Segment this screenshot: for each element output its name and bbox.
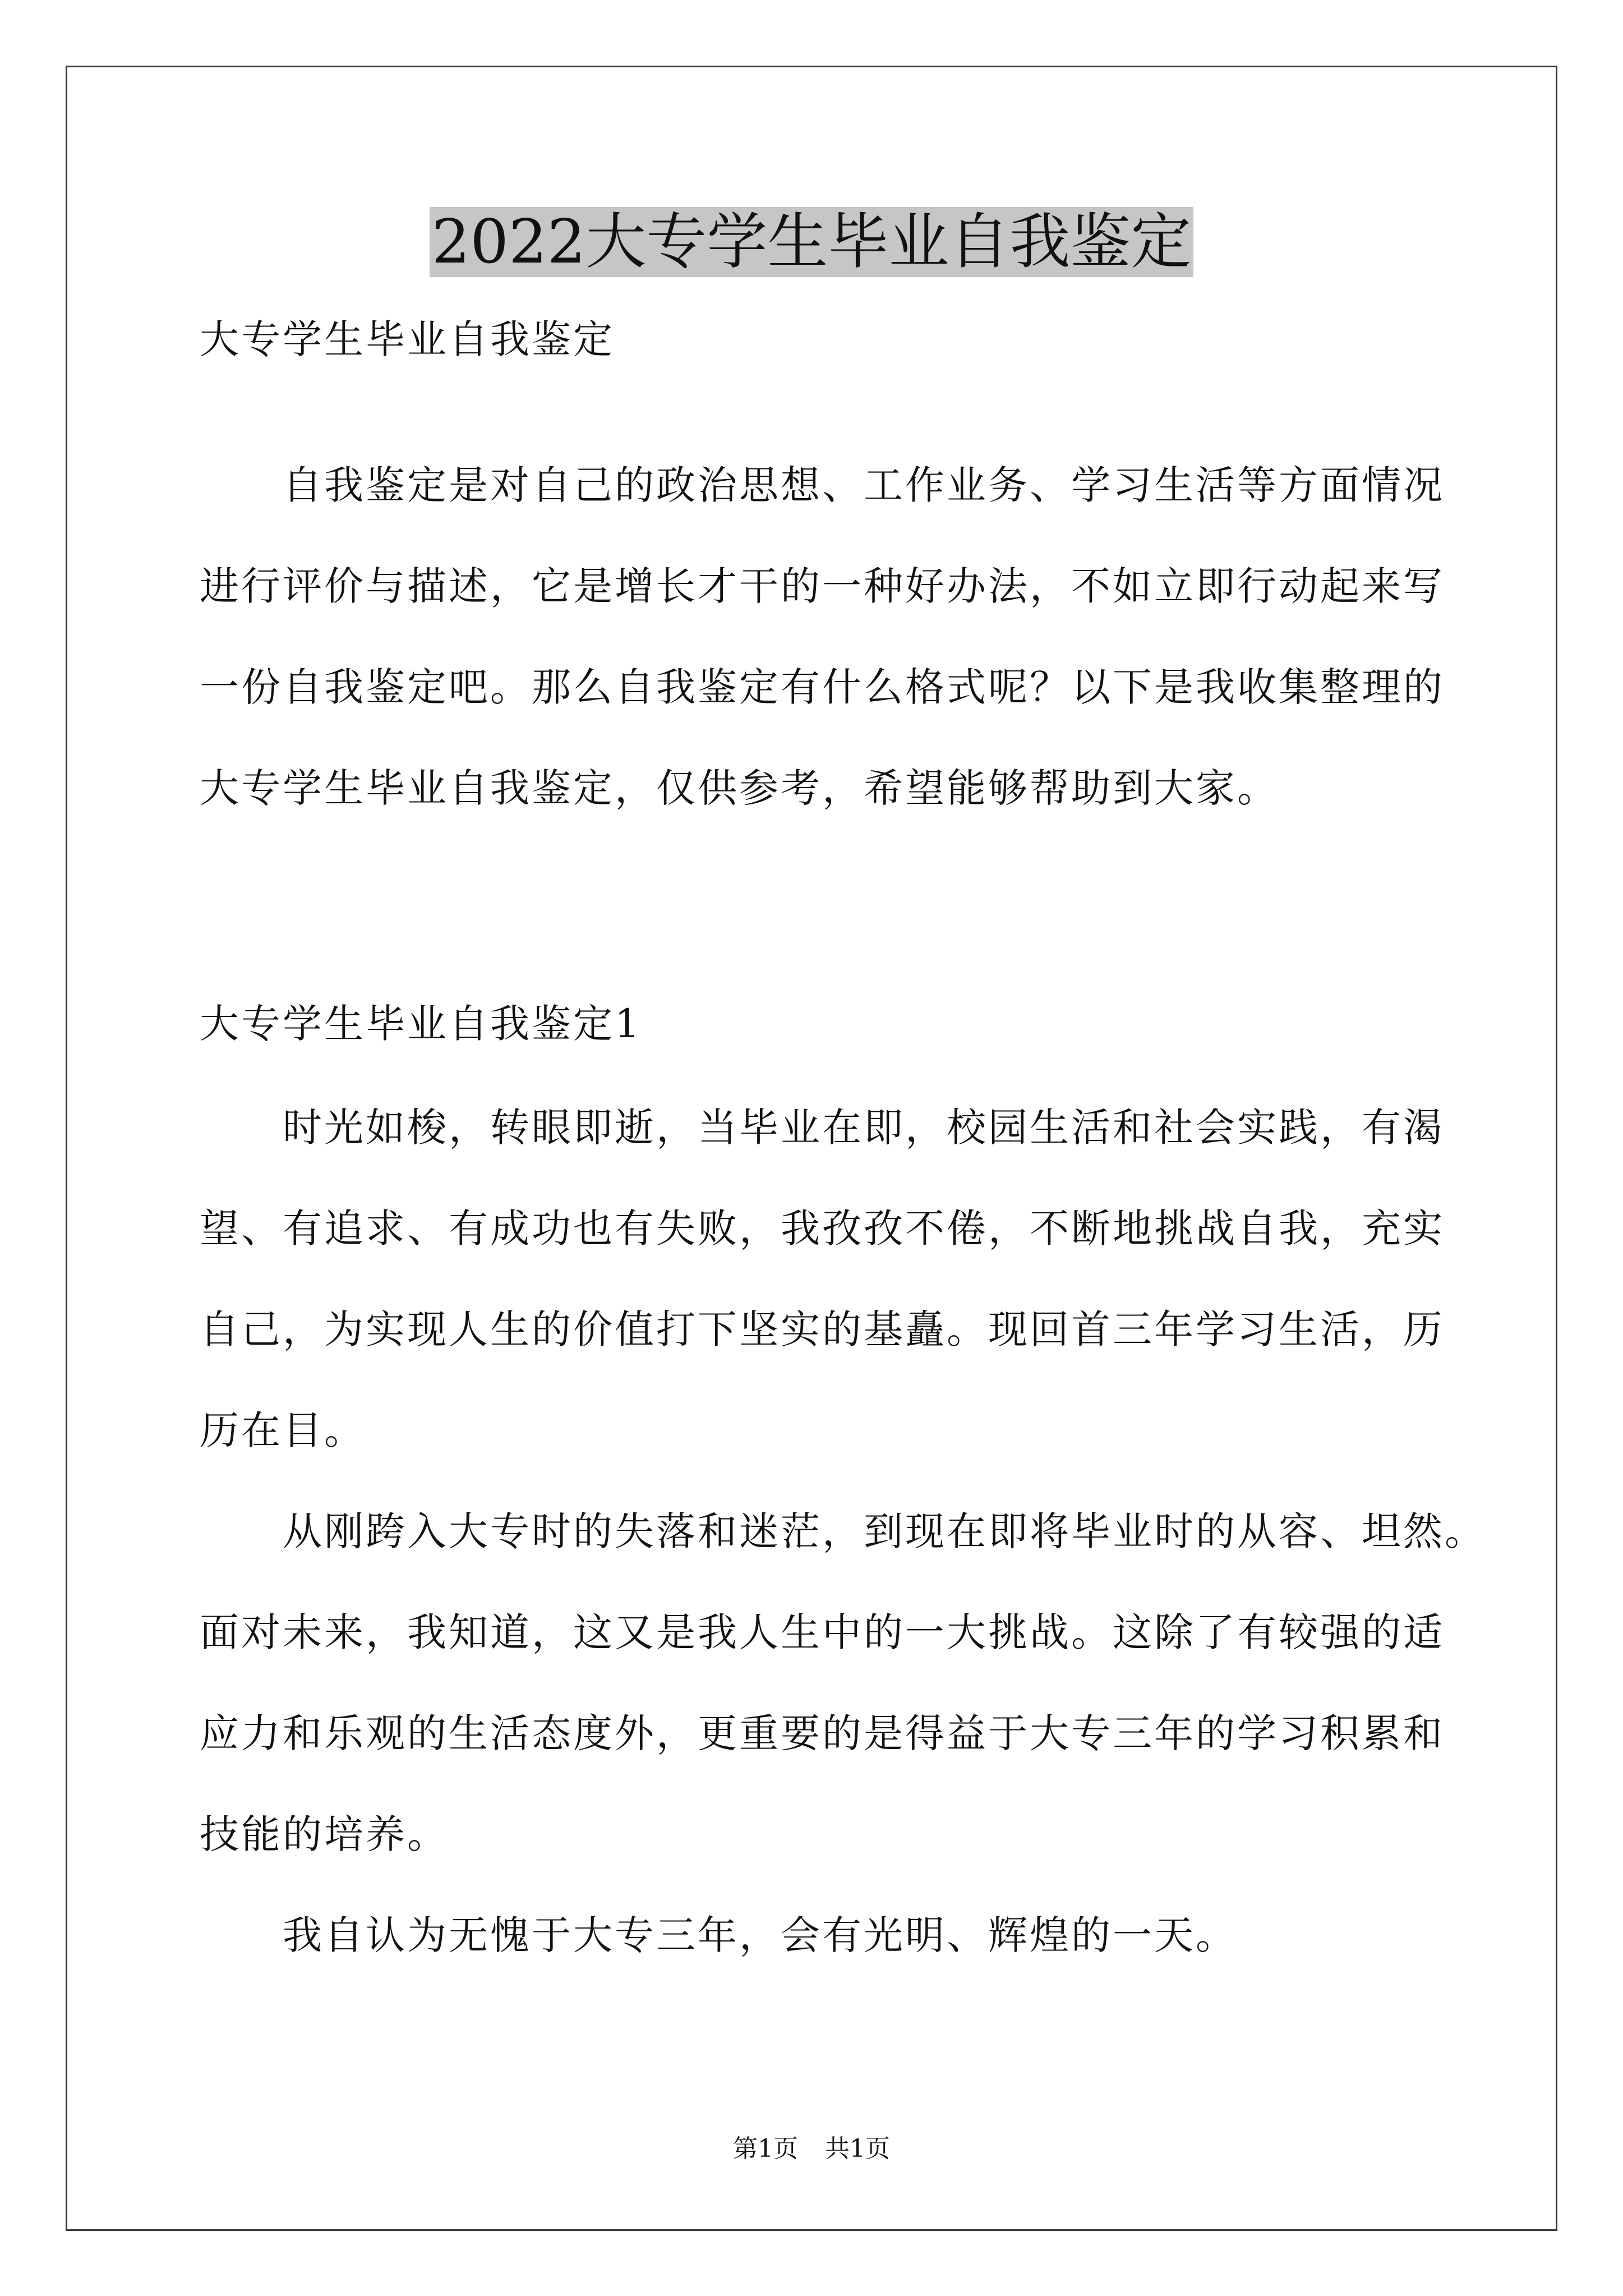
- paragraph-line: 一份自我鉴定吧。那么自我鉴定有什么格式呢？以下是我收集整理的: [200, 664, 1445, 710]
- paragraph-line: 我自认为无愧于大专三年，会有光明、辉煌的一天。: [283, 1912, 1237, 1958]
- paragraph-line: 自我鉴定是对自己的政治思想、工作业务、学习生活等方面情况: [283, 462, 1445, 508]
- section1-paragraph-2: [200, 1503, 1490, 1862]
- intro-paragraph: [200, 457, 1490, 816]
- document-title-text: 2022大专学生毕业自我鉴定: [430, 207, 1194, 277]
- paragraph-line: 时光如梭，转眼即逝，当毕业在即，校园生活和社会实践，有渴: [283, 1105, 1445, 1151]
- page-number: 第1页: [733, 2134, 798, 2163]
- paragraph-line: 历在目。: [200, 1407, 366, 1453]
- paragraph-line: 进行评价与描述，它是增长才干的一种好办法，不如立即行动起来写: [200, 563, 1445, 609]
- section-heading-text: 大专学生毕业自我鉴定1: [200, 1001, 642, 1047]
- subtitle: [200, 311, 1490, 367]
- page-footer: [0, 2132, 1623, 2166]
- paragraph-line: 技能的培养。: [200, 1811, 449, 1857]
- document-title: [0, 203, 1623, 282]
- section1-paragraph-3: [200, 1907, 1490, 1963]
- paragraph-line: 从刚跨入大专时的失落和迷茫，到现在即将毕业时的从容、坦然。: [283, 1508, 1486, 1554]
- paragraph-line: 面对未来，我知道，这又是我人生中的一大挑战。这除了有较强的适: [200, 1609, 1445, 1655]
- subtitle-text: 大专学生毕业自我鉴定: [200, 316, 615, 362]
- section1-paragraph-1: [200, 1099, 1490, 1458]
- paragraph-line: 望、有追求、有成功也有失败，我孜孜不倦，不断地挑战自我，充实: [200, 1205, 1445, 1251]
- paragraph-line: 大专学生毕业自我鉴定，仅供参考，希望能够帮助到大家。: [200, 765, 1279, 811]
- paragraph-line: 自己，为实现人生的价值打下坚实的基矗。现回首三年学习生活，历: [200, 1306, 1445, 1352]
- paragraph-line: 应力和乐观的生活态度外，更重要的是得益于大专三年的学习积累和: [200, 1710, 1445, 1756]
- section-heading: [200, 996, 1490, 1052]
- page-total: 共1页: [825, 2134, 890, 2163]
